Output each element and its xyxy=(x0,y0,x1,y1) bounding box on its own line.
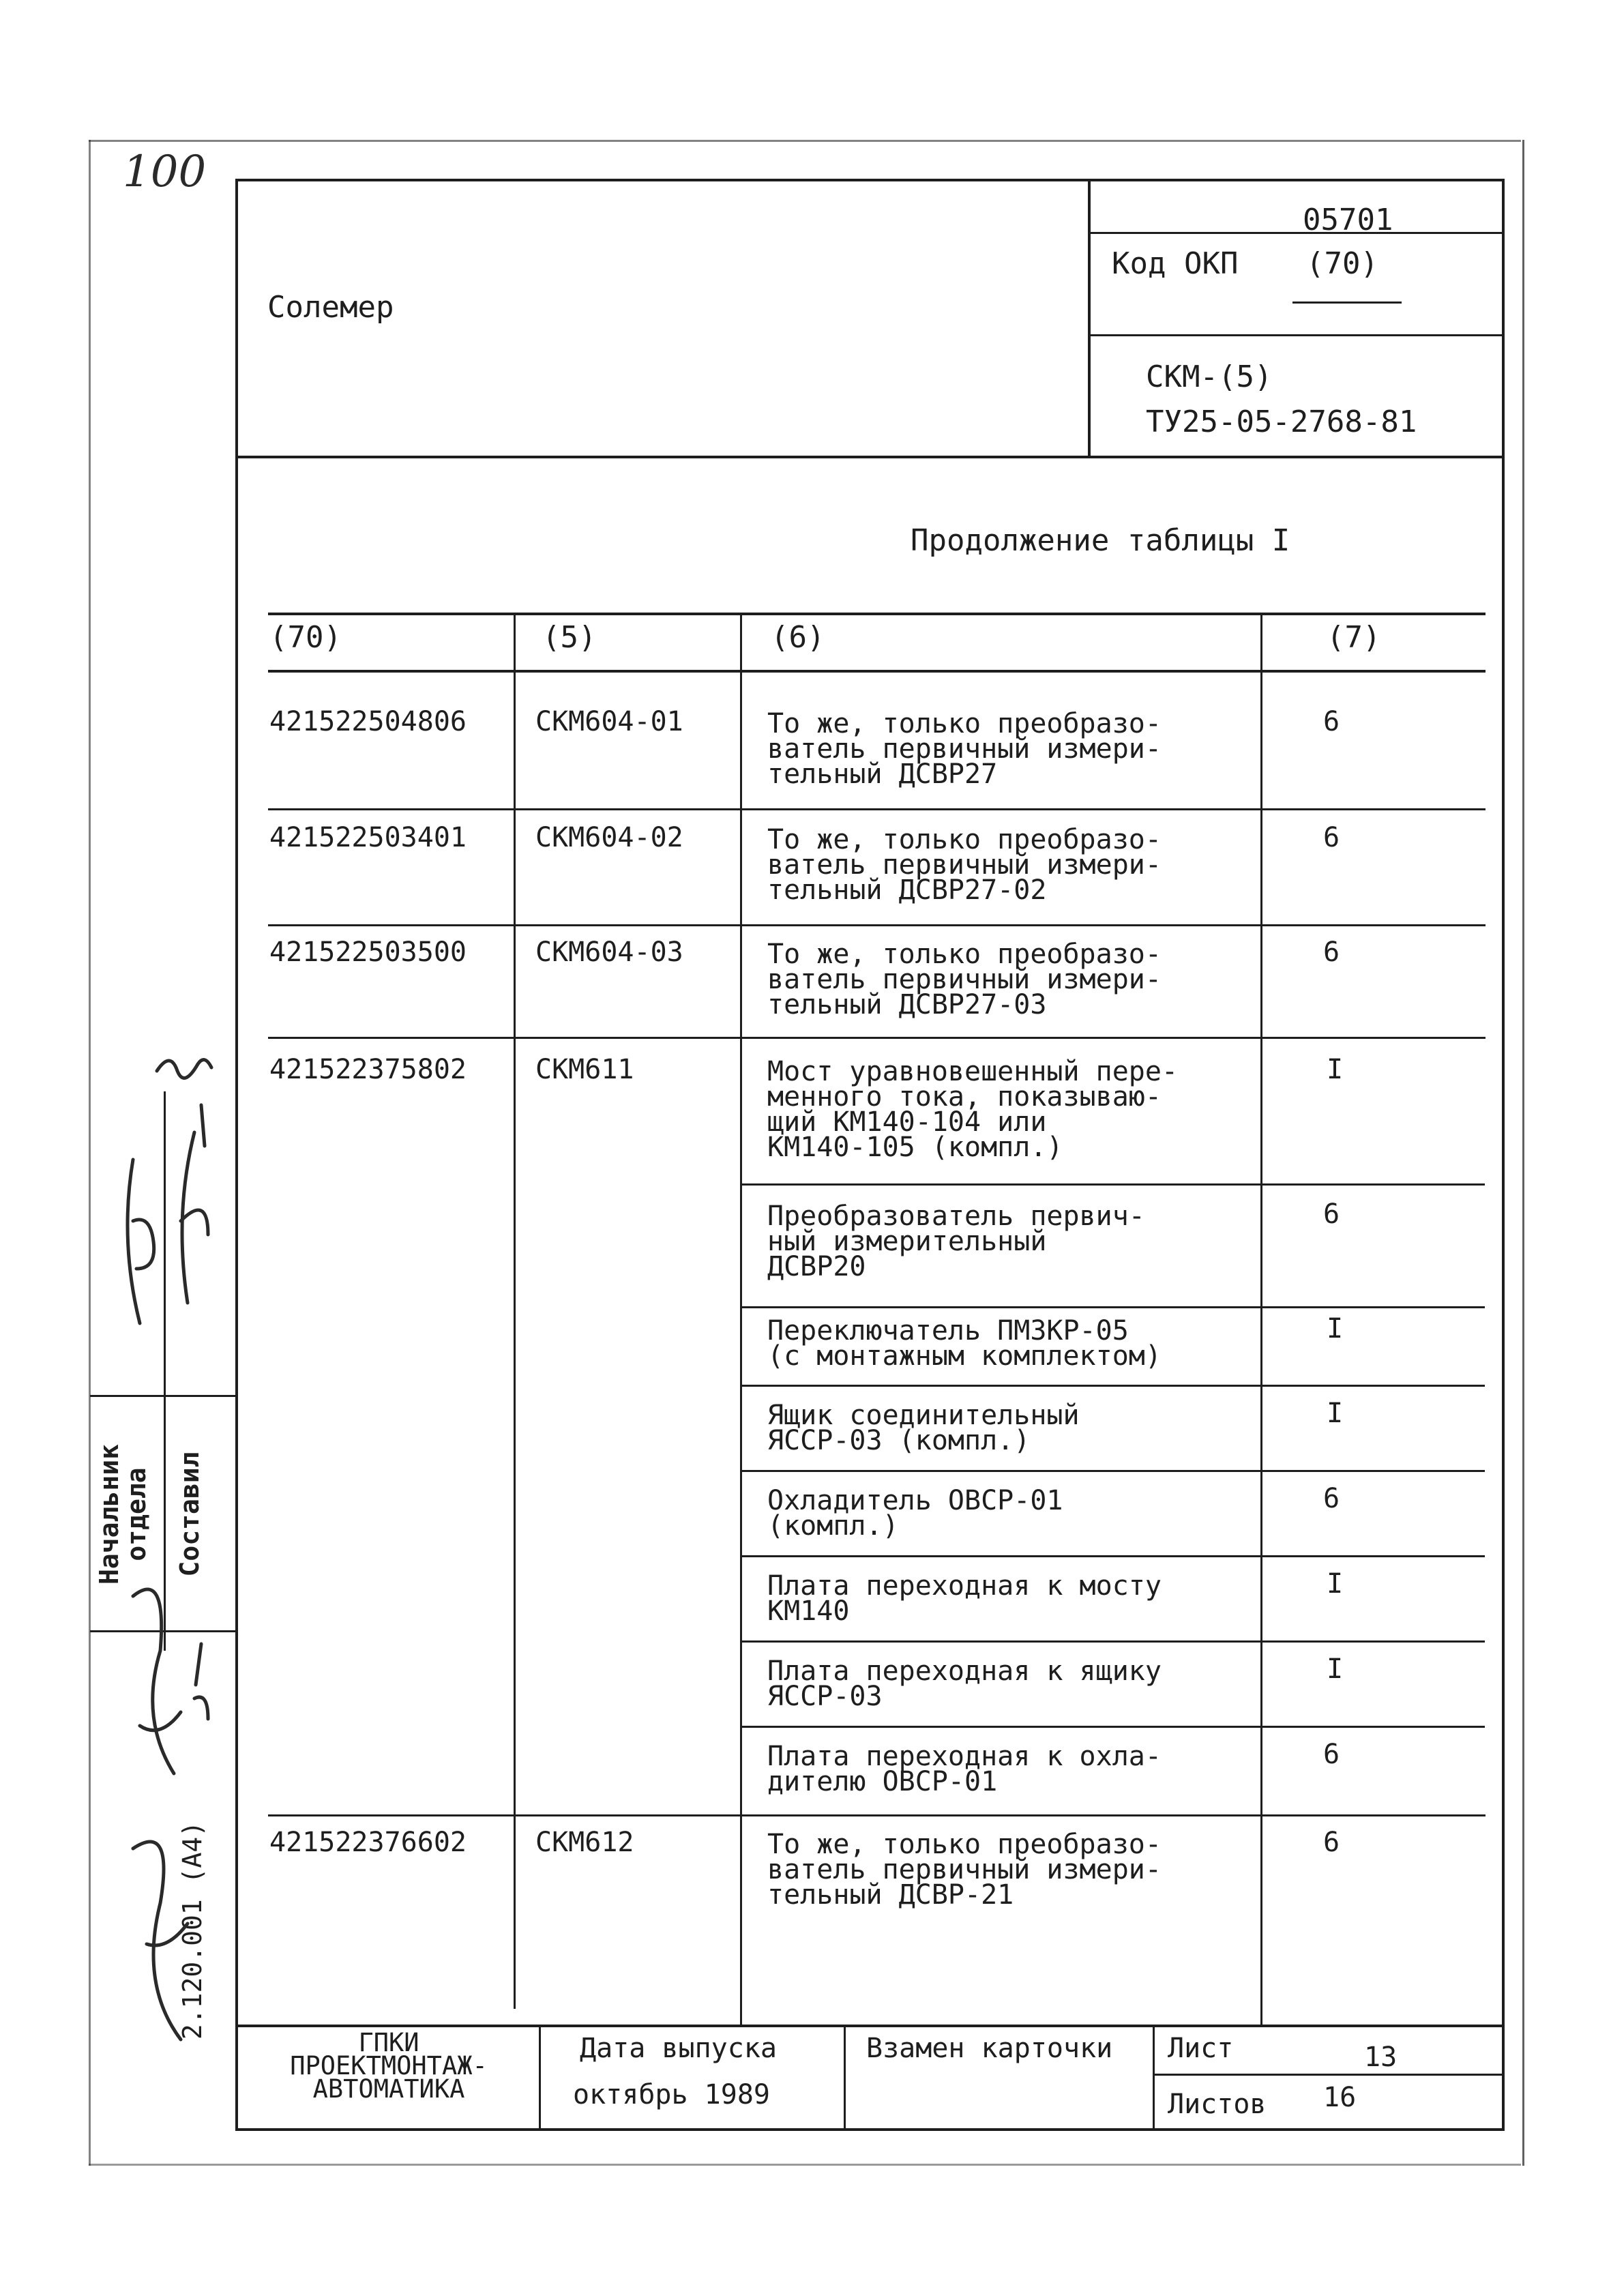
footer-organization: ГПКИ ПРОЕКТМОНТАЖ- АВТОМАТИКА xyxy=(290,2028,488,2104)
table-row-4-item-3-qty: I xyxy=(1327,1313,1344,1344)
col-header-code: (70) xyxy=(269,620,342,655)
spec-number: ТУ25-05-2768-81 xyxy=(1146,404,1417,439)
row-line-1 xyxy=(268,808,1486,810)
frame-top xyxy=(235,179,1504,181)
subrow-line-7 xyxy=(741,1726,1485,1728)
table-row-4-item-4-desc: Ящик соединительный ЯССР-03 (компл.) xyxy=(767,1400,1080,1456)
col-header-qty: (7) xyxy=(1327,620,1381,655)
table-row-4-item-7-desc: Плата переходная к ящику ЯССР-03 xyxy=(767,1655,1162,1712)
table-row-1-qty: 6 xyxy=(1323,706,1340,737)
table-row-5-qty: 6 xyxy=(1323,1827,1340,1858)
table-row-3-qty: 6 xyxy=(1323,937,1340,968)
table-row-4-item-6-desc: Плата переходная к мосту КМ140 xyxy=(767,1570,1162,1627)
subrow-line-1 xyxy=(741,1183,1485,1186)
table-row-5-code: 421522376602 xyxy=(269,1827,467,1858)
col-header-model: (5) xyxy=(542,620,597,655)
table-row-4-item-5-desc: Охладитель ОВСР-01 (компл.) xyxy=(767,1485,1063,1542)
footer-top xyxy=(235,2025,1504,2027)
table-row-3-model: СКМ604-03 xyxy=(535,937,683,968)
table-row-1-desc: То же, только преобразо- ватель первичный измери- тельный ДСВР27 xyxy=(767,708,1162,790)
handwritten-page-number: 100 xyxy=(123,147,207,197)
table-row-4-item-3-desc: Переключатель ПМЗКР-05 (с монтажным комплектом) xyxy=(767,1315,1162,1372)
subrow-line-6 xyxy=(741,1640,1485,1643)
footer-sheet-divider xyxy=(1154,2074,1503,2076)
footer-sheets-label: Листов xyxy=(1168,2089,1267,2120)
table-row-1-model: СКМ604-01 xyxy=(535,706,683,737)
table-row-2-model: СКМ604-02 xyxy=(535,822,683,853)
outer-bottom-border xyxy=(89,2164,1521,2166)
footer-bottom xyxy=(235,2128,1504,2131)
table-row-4-item-2-qty: 6 xyxy=(1323,1198,1340,1230)
table-row-1-code: 421522504806 xyxy=(269,706,467,737)
row-line-2 xyxy=(268,924,1486,926)
footer-div-1 xyxy=(539,2025,541,2130)
table-row-2-desc: То же, только преобразо- ватель первичный измери- тельный ДСВР27-02 xyxy=(767,824,1162,906)
header-divider-okp xyxy=(1089,232,1504,234)
okp-underline xyxy=(1292,301,1402,304)
table-row-2-qty: 6 xyxy=(1323,822,1340,853)
table-row-4-item-1-desc: Мост уравновешенный пере- менного тока, показываю- щий КМ140-104 или КМ140-105 (компл.) xyxy=(767,1056,1179,1163)
table-row-5-desc: То же, только преобразо- ватель первичный измери- тельный ДСВР-21 xyxy=(767,1829,1162,1911)
header-divider-vertical xyxy=(1088,179,1091,457)
header-divider-model xyxy=(1089,334,1504,336)
frame-right xyxy=(1502,179,1505,2131)
table-row-4-code: 421522375802 xyxy=(269,1054,467,1085)
okp-code-top: 05701 xyxy=(1303,203,1393,237)
subrow-line-3 xyxy=(741,1385,1485,1387)
table-caption: Продолжение таблицы I xyxy=(911,523,1290,558)
row-line-4 xyxy=(268,1814,1486,1816)
table-row-2-code: 421522503401 xyxy=(269,822,467,853)
header-bottom xyxy=(235,456,1504,458)
col-header-desc: (6) xyxy=(771,620,825,655)
outer-left-border xyxy=(89,140,91,2166)
side-label-author: Составил xyxy=(175,1452,205,1577)
table-header-line xyxy=(268,670,1486,673)
table-row-4-item-8-qty: 6 xyxy=(1323,1739,1340,1770)
table-row-3-desc: То же, только преобразо- ватель первичный измери- тельный ДСВР27-03 xyxy=(767,939,1162,1020)
footer-issue-date: октябрь 1989 xyxy=(573,2079,770,2110)
footer-sheet-value: 13 xyxy=(1364,2042,1398,2073)
table-row-5-model: СКМ612 xyxy=(535,1827,634,1858)
footer-div-2 xyxy=(844,2025,846,2130)
okp-label: Код ОКП xyxy=(1112,246,1239,281)
row-line-3 xyxy=(268,1037,1486,1039)
outer-top-border xyxy=(89,140,1521,142)
subrow-line-2 xyxy=(741,1306,1485,1308)
okp-code-bottom: (70) xyxy=(1306,246,1378,281)
table-row-4-item-7-qty: I xyxy=(1327,1653,1344,1685)
footer-sheet-label: Лист xyxy=(1168,2033,1234,2064)
table-row-4-item-4-qty: I xyxy=(1327,1398,1344,1429)
footer-sheets-value: 16 xyxy=(1323,2082,1357,2113)
side-label-head: Начальник отдела xyxy=(94,1444,151,1585)
table-row-4-item-2-desc: Преобразователь первич- ный измерительный ДСВР20 xyxy=(767,1201,1145,1282)
model-designation: СКМ-(5) xyxy=(1146,359,1273,394)
table-row-4-item-5-qty: 6 xyxy=(1323,1483,1340,1514)
table-row-3-code: 421522503500 xyxy=(269,937,467,968)
outer-right-border xyxy=(1522,140,1524,2166)
footer-replace-label: Взамен карточки xyxy=(866,2033,1113,2064)
table-row-4-item-6-qty: I xyxy=(1327,1568,1344,1600)
table-row-4-item-1-qty: I xyxy=(1327,1054,1344,1085)
signature-marks xyxy=(92,1044,239,2067)
table-top-line xyxy=(268,613,1486,615)
subrow-line-4 xyxy=(741,1470,1485,1472)
col-line-1 xyxy=(514,614,516,2009)
subrow-line-5 xyxy=(741,1555,1485,1557)
footer-issue-label: Дата выпуска xyxy=(580,2033,777,2064)
side-doc-code: 2.120.001 (А4) xyxy=(177,1821,207,2040)
table-row-4-item-8-desc: Плата переходная к охла- дителю ОВСР-01 xyxy=(767,1741,1162,1797)
table-row-4-model: СКМ611 xyxy=(535,1054,634,1085)
product-name: Солемер xyxy=(267,290,394,325)
footer-div-3 xyxy=(1153,2025,1155,2130)
